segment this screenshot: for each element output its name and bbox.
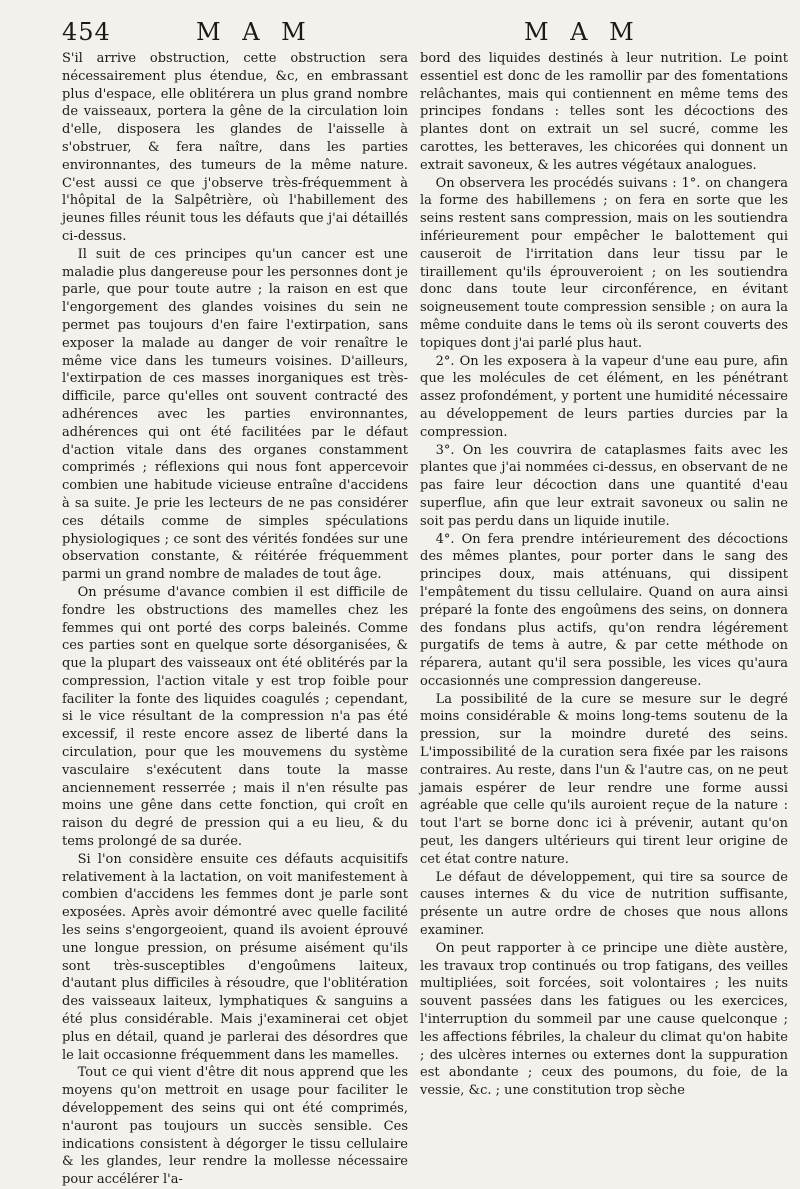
- left-column: [62, 50, 408, 1189]
- paragraph: 3°. On les couvrira de cataplasmes faits avec les plantes que j'ai nommées ci-dessus, en observant de ne pas faire leur décoction dans une quantité d'eau superflue, afin que leur extrait savoneux ou salin ne soit pas perdu dans un liquide inutile.: [420, 442, 788, 529]
- paragraph: S'il arrive obstruction, cette obstruction sera nécessairement plus étendue, &c, en embrassant plus d'espace, elle oblitérera un plus grand nombre de vaisseaux, portera la gêne de la circulation loin d'elle, disposera les glandes de l'aisselle à s'obstruer, & fera naître, dans les parties environnantes, des tumeurs de la même nature. C'est aussi ce que j'observe très-fréquemment à l'hôpital de la Salpêtrière, où l'habillement des jeunes filles réunit tous les défauts que j'ai détaillés ci-dessus.: [62, 51, 408, 244]
- paragraph: 4°. On fera prendre intérieurement des décoctions des mêmes plantes, pour porter dans le sang des principes doux, mais atténuans, qui dissipent l'empâtement du tissu cellulaire. Quand on aura ainsi préparé la fonte des engoûmens des seins, on donnera des fondans plus actifs, qu'on rendra légérement purgatifs de tems à autre, & par cette méthode on réparera, autant qu'il sera possible, les vices qu'aura occasionnés une compression dangereuse.: [420, 531, 788, 689]
- paragraph: Tout ce qui vient d'être dit nous apprend que les moyens qu'on mettroit en usage pour faciliter le développement des seins qui ont été comprimés, n'auront pas toujours un succès sensible. Ces indications consistent à dégorger le tissu cellulaire & les glandes, leur rendre la mollesse nécessaire pour accélérer l'a-: [62, 1065, 408, 1188]
- paragraph: On observera les procédés suivans : 1°. on changera la forme des habillemens ; on fera en sorte que les seins restent sans compression, mais on les soutiendra inférieurement pour empêcher le balottement qui causeroit de l'irritation dans leur tissu par le tiraillement qu'ils éprouveroient ; on les soutiendra donc dans toute leur circonférence, en évitant soigneusement toute compression sensible ; on aura la même conduite dans le tems où ils seront couverts des topiques dont j'ai parlé plus haut.: [420, 175, 788, 351]
- paragraph: bord des liquides destinés à leur nutrition. Le point essentiel est donc de les ramollir par des fomentations relâchantes, mais qui contiennent en même tems des principes fondans : telles sont les décoctions des plantes dont on extrait un sel sucré, comme les carottes, les betteraves, les chicorées qui donnent un extrait savoneux, & les autres végétaux analogues.: [420, 51, 788, 173]
- paragraph: 2°. On les exposera à la vapeur d'une eau pure, afin que les molécules de cet élément, en les pénétrant assez profondément, y portent une humidité nécessaire au développement de leurs parties durcies par la compression.: [420, 353, 788, 440]
- page-number: 454: [62, 18, 111, 46]
- paragraph: Si l'on considère ensuite ces défauts acquisitifs relativement à la lactation, on voit manifestement à combien d'accidens les femmes dont je parle sont exposées. Après avoir démontré avec quelle facilité les seins s'engorgeoient, quand ils avoient éprouvé une longue pression, on présume aisément qu'ils sont très-susceptibles d'engoûmens laiteux, d'autant plus difficiles à résoudre, que l'oblitération des vaisseaux laiteux, lymphatiques & sanguins a été plus considérable. Mais j'examinerai cet objet plus en détail, quand je parlerai des désordres que le lait occasionne fréquemment dans les mamelles.: [62, 851, 408, 1063]
- paragraph: On peut rapporter à ce principe une diète austère, les travaux trop continués ou trop fatigans, des veilles multipliées, soit forcées, soit volontaires ; les nuits souvent passées dans les fatigues ou les exercices, l'interruption du sommeil par une cause quelconque ; les affections fébriles, la chaleur du climat qu'on habite ; des ulcères internes ou externes dont la suppuration est abondante ; ceux des poumons, du foie, de la vessie, &c. ; une constitution trop sèche: [420, 940, 788, 1099]
- running-head-right: M A M: [524, 18, 641, 46]
- paragraph: On présume d'avance combien il est difficile de fondre les obstructions des mamelles chez les femmes qui ont porté des corps baleinés. Comme ces parties sont en quelque sorte désorganisées, & que la plupart des vaisseaux ont été oblitérés par la compression, l'action vitale y est trop foible pour faciliter la fonte des liquides coagulés ; cependant, si le vice résultant de la compression n'a pas été excessif, il reste encore assez de liberté dans la circulation, pour que les mouvemens du système vasculaire s'exécutent dans toute la masse anciennement resserrée ; mais il n'en résulte pas moins une gêne dans cette fonction, qui croît en raison du degré de pression qui a eu lieu, & du tems prolongé de sa durée.: [62, 584, 408, 850]
- running-head-left: M A M: [196, 18, 313, 46]
- right-column: [420, 50, 788, 1100]
- paragraph: Il suit de ces principes qu'un cancer est une maladie plus dangereuse pour les personnes dont je parle, que pour toute autre ; la raison en est que l'engorgement des glandes voisines du sein ne permet pas toujours d'en faire l'extirpation, sans exposer la malade au danger de voir renaître le même vice dans les tumeurs voisines. D'ailleurs, l'extirpation de ces masses inorganiques est très-difficile, parce qu'elles ont souvent contracté des adhérences avec les parties environnantes, adhérences qui ont été facilitées par le défaut d'action vitale dans des organes constamment comprimés ; réflexions qui nous font appercevoir combien une habitude vicieuse entraîne d'accidens à sa suite. Je prie les lecteurs de ne pas considérer ces détails comme de simples spéculations physiologiques ; ce sont des vérités fondées sur une observation constante, & réitérée fréquemment parmi un grand nombre de malades de tout âge.: [62, 246, 408, 583]
- paragraph: La possibilité de la cure se mesure sur le degré moins considérable & moins long-tems soutenu de la pression, sur la moindre dureté des seins. L'impossibilité de la curation sera fixée par les raisons contraires. Au reste, dans l'un & l'autre cas, on ne peut jamais espérer de leur rendre une forme aussi agréable que celle qu'ils auroient reçue de la nature : tout l'art se borne donc ici à prévenir, autant qu'on peut, les dangers ultérieurs qui tirent leur origine de cet état contre nature.: [420, 691, 788, 867]
- paragraph: Le défaut de développement, qui tire sa source de causes internes & du vice de nutrition suffisante, présente un autre ordre de choses que nous allons examiner.: [420, 869, 788, 939]
- page-header: [0, 14, 800, 46]
